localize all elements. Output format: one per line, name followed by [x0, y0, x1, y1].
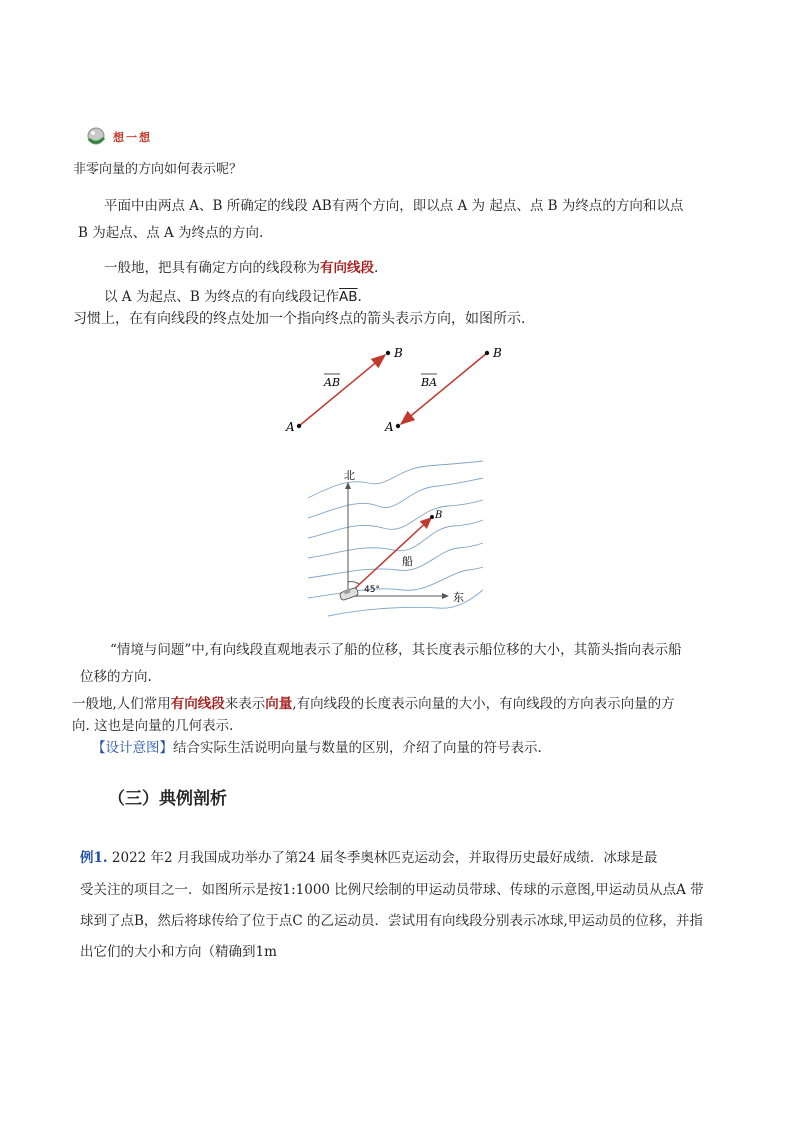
think-badge [86, 126, 156, 148]
paragraph-6-mid: 来表示 [224, 696, 266, 712]
example-line-4: 出它们的大小和方向（精确到1m [80, 944, 277, 960]
example-line-2: 受关注的项目之一．如图所示是按1:1000 比例尺绘制的甲运动员带球、传球的示意图,甲运动员从点A 带 [80, 882, 704, 898]
design-intent-tag: 【设计意图】 [92, 740, 173, 756]
example-line-1 [80, 848, 657, 868]
ship-icon [339, 587, 359, 601]
vector-figure [280, 340, 510, 440]
label-a-left: A [286, 420, 295, 434]
paragraph-2-end: . [374, 260, 379, 276]
term-directed-segment: 有向线段 [320, 260, 374, 276]
paragraph-3 [104, 287, 362, 307]
example-line-3: 球到了点B，然后将球传给了位于点C 的乙运动员．尝试用有向线段分别表示冰球,甲运动员的位移，并指 [80, 913, 703, 929]
label-b-right: B [493, 346, 502, 360]
label-a-right: A [385, 420, 394, 434]
paragraph-3-text: 以 A 为起点、B 为终点的有向线段记作 [104, 289, 340, 305]
point-a-right [396, 424, 400, 428]
section-title: （三）典例剖析 [108, 789, 227, 809]
globe-icon [86, 126, 108, 148]
ship-label: 船 [402, 555, 413, 568]
point-b-ship [430, 515, 434, 519]
angle-label: 45° [364, 585, 380, 595]
paragraph-3-end: . [357, 289, 362, 305]
point-b-label: B [435, 510, 443, 521]
term-directed-segment-2: 有向线段 [170, 696, 225, 712]
point-b-left [386, 351, 390, 355]
design-intent [92, 738, 542, 758]
label-b-left: B [394, 346, 403, 360]
vector-ab-line [299, 355, 385, 426]
point-a-left [297, 424, 301, 428]
paragraph-6-text: 一般地,人们常用 [72, 696, 171, 712]
example-label: 例1. [80, 850, 108, 866]
paragraph-6-line-1 [72, 694, 675, 714]
paragraph-6-line-2: 向. 这也是向量的几何表示. [72, 718, 234, 734]
east-label: 东 [453, 591, 464, 604]
paragraph-2-text: 一般地，把具有确定方向的线段称为 [104, 260, 320, 276]
paragraph-6-rest: ,有向线段的长度表示向量的大小，有向线段的方向表示向量的方 [292, 696, 675, 712]
paragraph-5-line-1: “情境与问题”中,有向线段直观地表示了船的位移，其长度表示船位移的大小，其箭头指向表示船 [110, 642, 682, 658]
point-b-right [485, 351, 489, 355]
paragraph-4: 习惯上，在有向线段的终点处加一个指向终点的箭头表示方向，如图所示. [73, 311, 526, 327]
paragraph-5-line-2: 位移的方向. [80, 669, 152, 685]
question-text: 非零向量的方向如何表示呢？ [73, 162, 243, 177]
design-intent-text: 结合实际生活说明向量与数量的区别，介绍了向量的符号表示. [173, 740, 542, 756]
label-vector-ab: AB [324, 376, 341, 389]
term-vector: 向量 [265, 696, 293, 712]
label-vector-ba: BA [421, 376, 438, 389]
ship-map-figure [308, 458, 483, 618]
paragraph-2 [104, 258, 378, 278]
north-label: 北 [344, 469, 355, 482]
paragraph-1-line-1: 平面中由两点 A、B 所确定的线段 AB有两个方向，即以点 A 为 起点、点 B 为终点的方向和以点 [104, 198, 684, 214]
example-text-1: 2022 年2 月我国成功举办了第24 届冬季奥林匹克运动会，并取得历史最好成绩．冰球是最 [111, 850, 658, 866]
vector-ba-line [401, 353, 487, 424]
think-badge-label: 想一想 [113, 131, 152, 144]
angle-arc [348, 582, 359, 584]
vector-ab-symbol: $\overline{AB}$ [339, 289, 358, 305]
paragraph-1-line-2: B 为起点、点 A 为终点的方向. [78, 225, 264, 241]
